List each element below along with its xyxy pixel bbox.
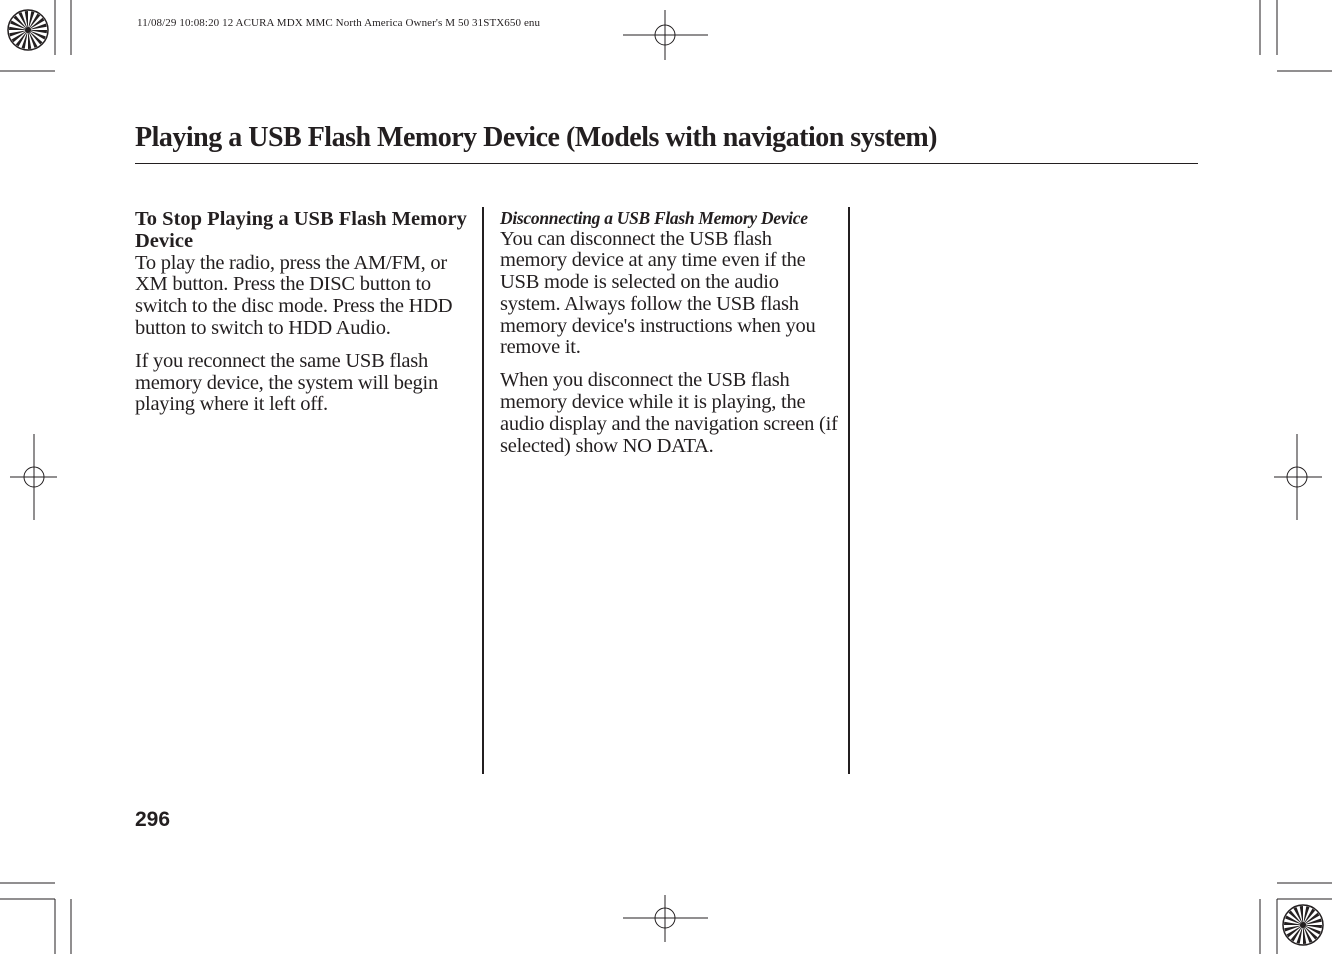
column-divider [848, 207, 850, 774]
column-divider [482, 207, 484, 774]
paragraph: You can disconnect the USB flash memory device at any time even if the USB mode is selected on the audio system. Always follow the USB flash memory device's instructions when you remove it. [500, 227, 816, 359]
starburst-icon [8, 10, 48, 50]
print-header: 11/08/29 10:08:20 12 ACURA MDX MMC North America Owner's M 50 31STX650 enu [137, 17, 541, 29]
section-heading: Disconnecting a USB Flash Memory Device [500, 208, 808, 228]
crosshair-icon [623, 10, 708, 60]
section-heading: To Stop Playing a USB Flash Memory Device [135, 208, 467, 252]
crop-mark-icon [0, 883, 71, 954]
paragraph: When you disconnect the USB flash memory device while it is playing, the audio display and the navigation screen (if selected) show NO DATA. [500, 369, 838, 457]
column-stop-playing [135, 209, 475, 427]
crosshair-icon [1274, 434, 1322, 520]
crosshair-icon [623, 895, 708, 942]
crop-mark-icon [1260, 0, 1332, 71]
starburst-icon [1283, 905, 1323, 945]
paragraph: If you reconnect the same USB flash memory device, the system will begin playing where it left off. [135, 349, 438, 416]
page-title: Playing a USB Flash Memory Device (Models with navigation system) [135, 122, 937, 153]
title-rule [135, 163, 1198, 164]
column-disconnecting [500, 209, 840, 468]
crosshair-icon [10, 434, 57, 520]
page-number: 296 [135, 808, 171, 831]
paragraph: To play the radio, press the AM/FM, or XM button. Press the DISC button to switch to the disc mode. Press the HDD button to switch to HDD Audio. [135, 251, 453, 339]
